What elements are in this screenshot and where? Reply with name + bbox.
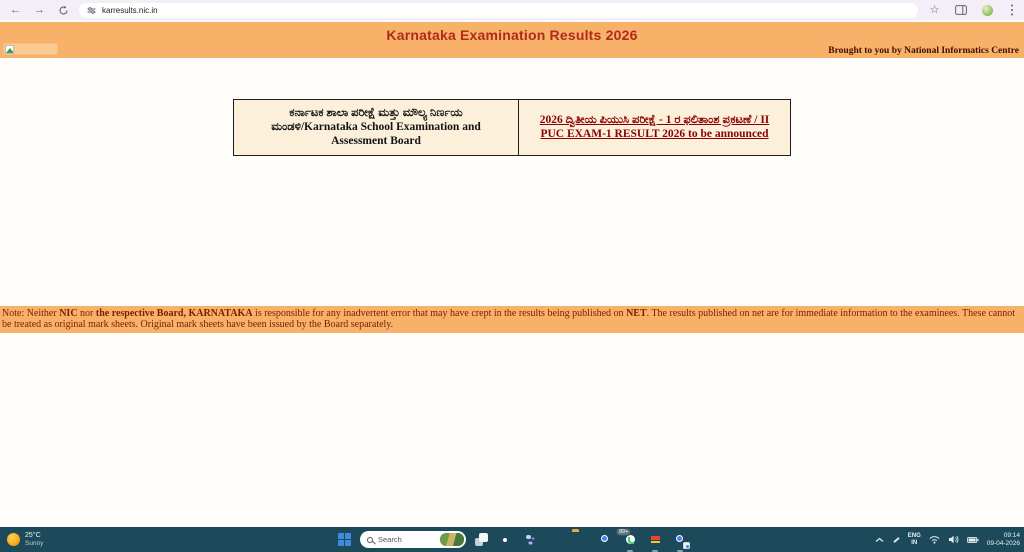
language-line1: ENG	[907, 533, 921, 539]
windows-taskbar	[0, 527, 1024, 552]
note-text: . The results published on net are for immediate information to the examinees. These cannot be treated as original mark sheets. Original mark sheets have been issued by the Board separately.	[2, 308, 1016, 330]
broken-image-placeholder	[3, 43, 58, 55]
tray-date: 09-04-2026	[986, 539, 1020, 547]
chevron-up-icon	[875, 537, 884, 543]
note-bold-nic: NIC	[59, 308, 78, 319]
tray-pen-button[interactable]	[892, 536, 900, 544]
result-link-cell	[519, 100, 791, 156]
search-daily-image	[440, 533, 464, 546]
broken-image-icon	[5, 45, 14, 54]
search-icon	[367, 537, 373, 543]
refresh-icon[interactable]	[58, 5, 69, 16]
system-tray	[875, 527, 1020, 552]
browser-menu-icon[interactable]	[1011, 9, 1014, 12]
wifi-icon	[929, 535, 940, 544]
running-indicator	[627, 550, 633, 552]
chrome-profile-badge	[683, 542, 690, 549]
note-bold-board: the respective Board, KARNATAKA	[95, 308, 253, 319]
result-announcement-link[interactable]: 2026 ದ್ವಿತೀಯ ಪಿಯುಸಿ ಪರೀಕ್ಷೆ - 1 ರ ಫಲಿತಾಂಶ ಪ್ರಕಟಣೆ / II PUC EXAM-1 RESULT 2026 to be announced	[539, 113, 770, 140]
weather-temp: 25°C	[25, 532, 41, 539]
site-settings-icon[interactable]	[87, 6, 96, 15]
bookmark-icon[interactable]: ☆	[929, 4, 940, 16]
task-view-button[interactable]	[475, 533, 488, 546]
language-line2: IN	[911, 539, 918, 546]
note-text: nor	[77, 308, 96, 319]
notification-badge: 99+	[616, 528, 631, 537]
side-panel-icon[interactable]	[955, 5, 967, 15]
back-icon[interactable]: ←	[10, 4, 21, 16]
weather-condition: Sunny	[25, 540, 44, 547]
taskbar-app-teams[interactable]	[522, 532, 538, 548]
taskbar-app-chrome-profile[interactable]	[672, 532, 688, 548]
battery-icon	[967, 536, 979, 544]
page-title: Karnataka Examination Results 2026	[386, 27, 638, 43]
battery-button[interactable]	[967, 536, 979, 544]
clock-widget[interactable]	[987, 532, 1020, 547]
url-text: karresults.nic.in	[102, 5, 158, 15]
search-box[interactable]	[360, 531, 466, 548]
note-bold-net: NET	[626, 308, 647, 319]
taskbar-app-widgets[interactable]	[497, 532, 513, 548]
browser-toolbar	[0, 0, 1024, 20]
results-table	[233, 99, 791, 156]
taskbar-app-notes[interactable]	[647, 532, 663, 548]
wifi-button[interactable]	[929, 535, 940, 544]
note-text: Note: Neither	[2, 308, 60, 319]
page-banner	[0, 22, 1024, 58]
taskbar-app-firefox[interactable]	[547, 532, 563, 548]
language-indicator[interactable]	[908, 533, 921, 546]
forward-icon[interactable]: →	[34, 4, 45, 16]
weather-widget[interactable]	[7, 527, 43, 552]
credit-text: Brought to you by National Informatics Centre	[828, 46, 1019, 56]
profile-avatar[interactable]	[982, 5, 993, 16]
page-content	[0, 20, 1024, 527]
running-indicator	[677, 550, 683, 552]
note-text: is responsible for any inadvertent error that may have crept in the results being published on	[252, 308, 627, 319]
volume-button[interactable]	[948, 535, 959, 544]
speaker-icon	[948, 535, 959, 544]
weather-text	[25, 532, 43, 547]
start-button[interactable]	[338, 533, 351, 546]
taskbar-app-whatsapp[interactable]	[619, 528, 638, 548]
search-placeholder: Search	[378, 535, 402, 544]
taskbar-app-chrome[interactable]	[597, 532, 613, 548]
running-indicator	[652, 550, 658, 552]
taskbar-app-explorer[interactable]	[572, 532, 588, 548]
disclaimer-note	[0, 306, 1024, 333]
sun-icon	[7, 533, 20, 546]
url-bar[interactable]	[79, 3, 918, 18]
board-name-cell: ಕರ್ನಾಟಕ ಶಾಲಾ ಪರೀಕ್ಷೆ ಮತ್ತು ಮೌಲ್ಯ ನಿರ್ಣಯ ಮಂಡಳಿ/Karnataka School Examination and Assessment Board	[234, 100, 519, 156]
taskbar-center	[338, 527, 688, 552]
table-row	[234, 100, 791, 156]
toolbar-actions	[930, 0, 1016, 20]
pen-icon	[892, 536, 900, 544]
tray-time: 09:14	[1003, 532, 1020, 539]
tray-chevron-button[interactable]	[875, 537, 884, 543]
